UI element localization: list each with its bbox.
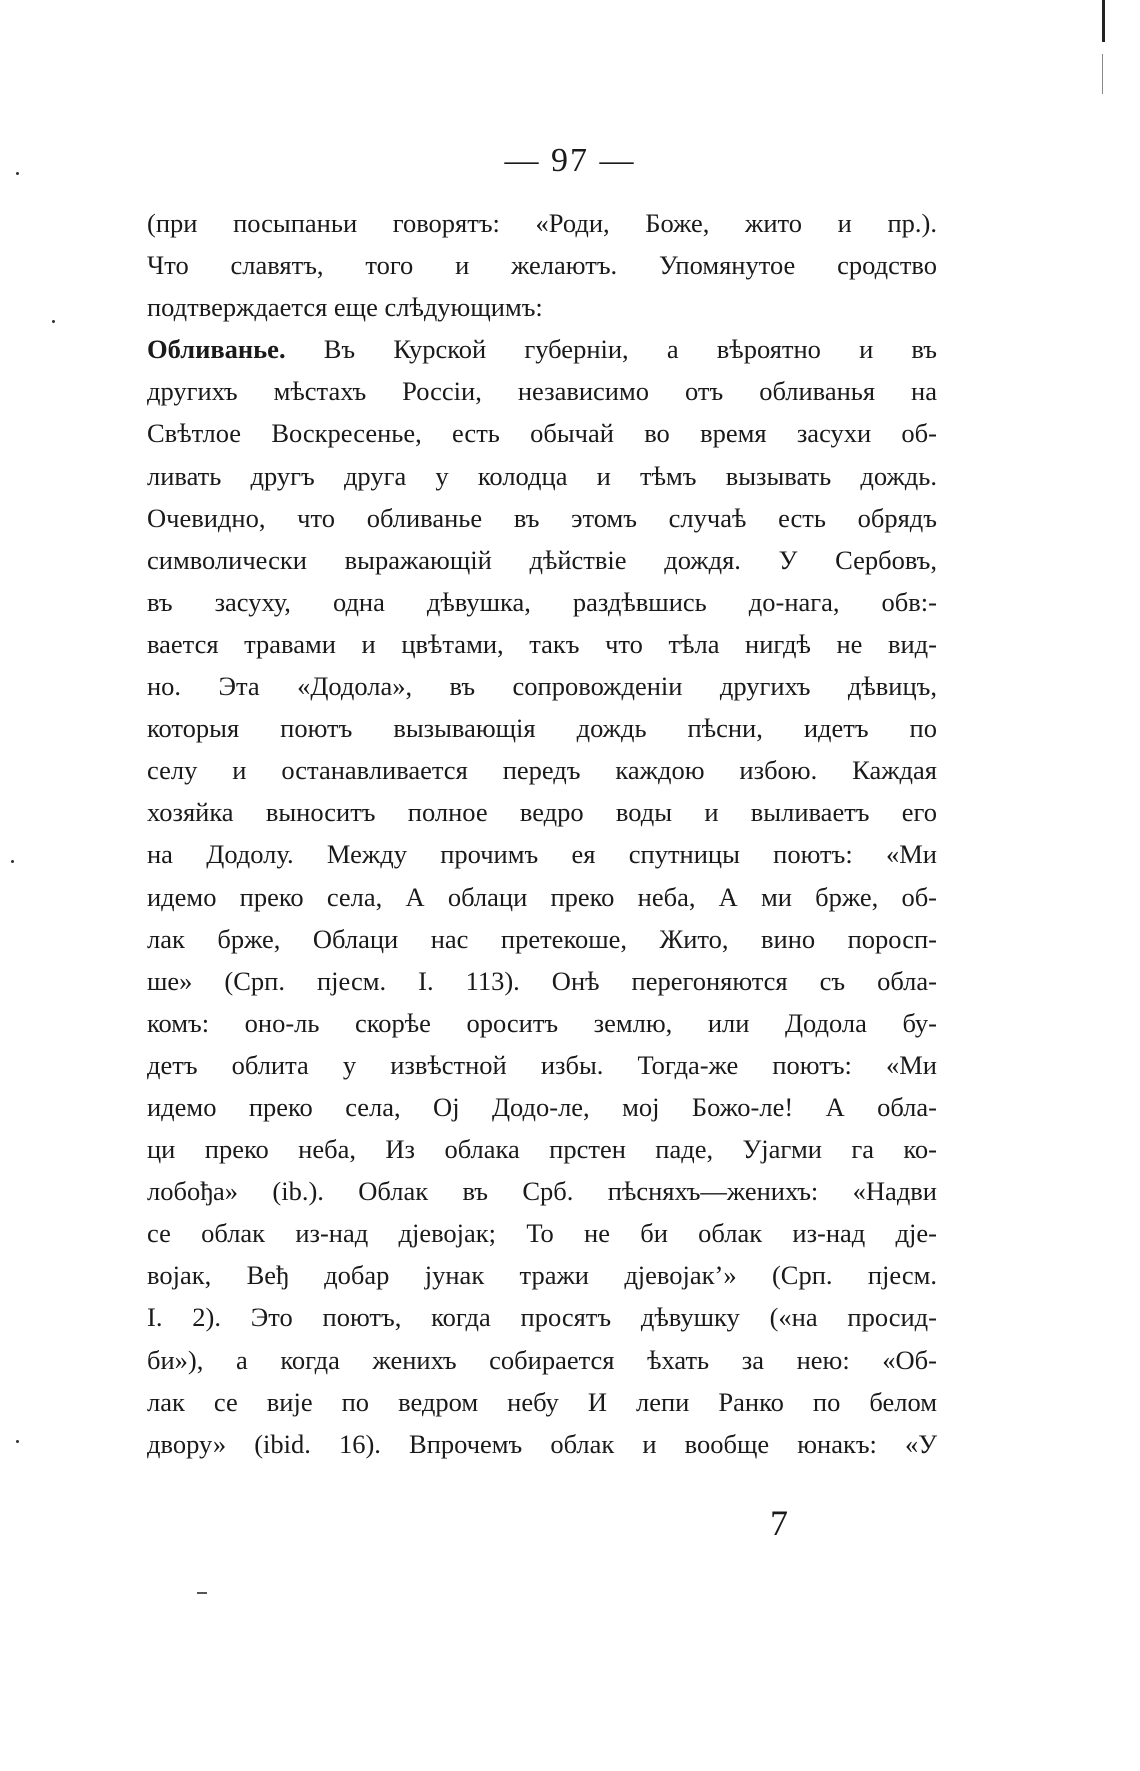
text-line: лак се вије по ведром небу И лепи Ранко по белом	[147, 1386, 937, 1417]
text-line: но. Эта «Додола», въ сопровожденіи другихъ дѣвицъ,	[147, 671, 937, 702]
scan-edge-mark	[1102, 54, 1103, 94]
page-number-header: — 97 —	[504, 142, 636, 179]
text-line: хозяйка выноситъ полное ведро воды и выливаетъ его	[147, 797, 937, 828]
scan-speck	[52, 320, 55, 323]
text-line: подтверждается еще слѣдующимъ:	[147, 292, 543, 323]
text-line: Очевидно, что обливанье въ этомъ случаѣ есть обрядъ	[147, 502, 937, 533]
text-line: Обливанье. Въ Курской губерніи, а вѣроятно и въ	[147, 334, 937, 365]
text-line: на Додолу. Между прочимъ ея спутницы поютъ: «Ми	[147, 839, 937, 870]
text-line: се облак из-над дјевојак; То не би облак из-над дје-	[147, 1218, 937, 1249]
scan-mark	[197, 1592, 207, 1594]
text-line: символически выражающій дѣйствіе дождя. У Сербовъ,	[147, 544, 937, 575]
text-line: двору» (ibid. 16). Впрочемъ облак и вообще юнакъ: «У	[147, 1428, 937, 1459]
text-line: ци преко неба, Из облака прстен паде, Ујагми га ко-	[147, 1134, 937, 1165]
text-line: идемо преко села, А облаци преко неба, А ми брже, об-	[147, 881, 937, 912]
text-line: Свѣтлое Воскресенье, есть обычай во время засухи об-	[147, 418, 937, 449]
scan-speck	[16, 1440, 19, 1443]
text-line: комъ: оно-ль скорѣе ороситъ землю, или Додола бу-	[147, 1007, 937, 1038]
text-line: војак, Веђ добар јунак тражи дјевојак’» (Срп. пјесм.	[147, 1260, 937, 1291]
text-line: идемо преко села, Oj Додо-ле, мој Божо-ле! А обла-	[147, 1091, 937, 1122]
body-text	[147, 202, 937, 1465]
text-line: которыя поютъ вызывающія дождь пѣсни, идетъ по	[147, 713, 937, 744]
text-line: Что славятъ, того и желаютъ. Упомянутое сродство	[147, 250, 937, 281]
text-line: I. 2). Это поютъ, когда просятъ дѣвушку («на просид-	[147, 1302, 937, 1333]
text-line: (при посыпаньи говорятъ: «Роди, Боже, жито и пр.).	[147, 208, 937, 238]
run-in-heading: Обливанье.	[147, 334, 286, 365]
scan-edge-mark	[1102, 0, 1105, 42]
text-line: вается травами и цвѣтами, такъ что тѣла нигдѣ не вид-	[147, 628, 937, 659]
text-line: селу и останавливается передъ каждою избою. Каждая	[147, 755, 937, 786]
text-line: лобођа» (ib.). Облак въ Срб. пѣсняхъ—женихъ: «Надви	[147, 1176, 937, 1207]
signature-mark: 7	[770, 1503, 788, 1543]
text-line: въ засуху, одна дѣвушка, раздѣвшись до-нага, обв:-	[147, 586, 937, 617]
scan-speck	[11, 860, 14, 863]
text-line: би»), а когда женихъ собирается ѣхать за нею: «Об-	[147, 1344, 937, 1375]
text-line: лак брже, Облаци нас претекоше, Жито, вино поросп-	[147, 923, 937, 954]
text-line: ше» (Срп. пјесм. I. 113). Онѣ перегоняются съ обла-	[147, 965, 937, 996]
text-line: ливать другъ друга у колодца и тѣмъ вызывать дождь.	[147, 460, 937, 491]
text-line: детъ облита у извѣстной избы. Тогда-же поютъ: «Ми	[147, 1049, 937, 1080]
text-line: другихъ мѣстахъ Россіи, независимо отъ обливанья на	[147, 376, 937, 407]
